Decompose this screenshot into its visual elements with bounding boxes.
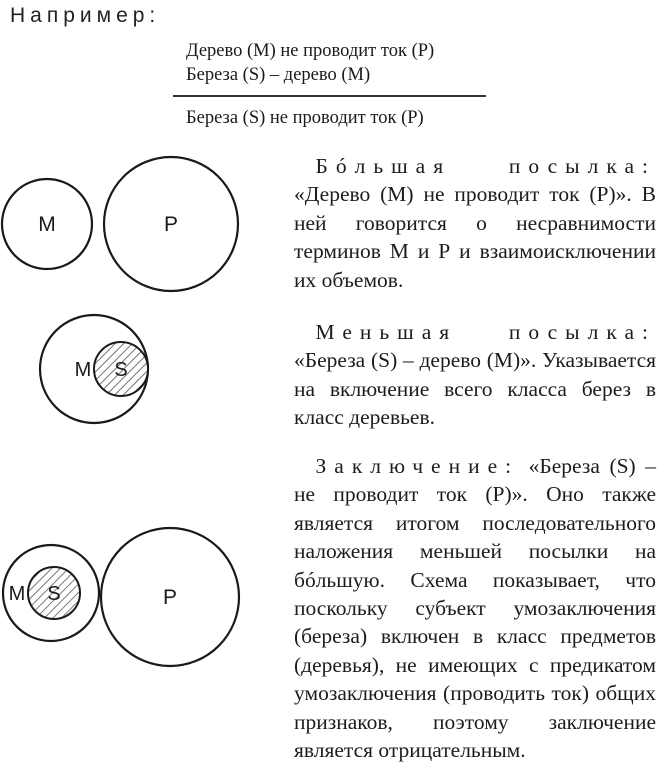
minor-premise-paragraph — [294, 318, 656, 432]
label-m: M — [8, 583, 26, 605]
example-heading: Например: — [10, 4, 161, 27]
major-premise-paragraph — [294, 152, 656, 294]
label-p: P — [162, 586, 178, 609]
conclusion-text: «Береза (S) – не проводит ток (Р)». Оно также является итогом последовательного наложения меньшей посылки на бóльшую. Схема показывает, что поскольку субъект умозаключения (береза) включен в класс предметов (деревья), не имеющих с предикатом умозаключения (проводить ток) общих признаков, поэтому заключение является отрицательным. — [294, 454, 657, 763]
label-m: M — [74, 359, 92, 381]
minor-premise-diagram — [40, 315, 148, 423]
conclusion-term: Заключение: — [315, 454, 520, 478]
minor-premise-text: «Береза (S) – дерево (М)». Указывается на включение всего класса берез в класс деревьев. — [294, 348, 656, 430]
label-p: P — [163, 213, 179, 236]
major-premise-diagram — [2, 157, 238, 291]
minor-premise-line: Береза (S) – дерево (М) — [186, 65, 371, 85]
conclusion-line: Береза (S) не проводит ток (Р) — [186, 108, 424, 128]
major-premise-line: Дерево (М) не проводит ток (Р) — [186, 41, 435, 61]
conclusion-diagram — [3, 528, 239, 666]
major-premise-term: Бóльшая посылка: — [315, 154, 656, 178]
minor-premise-term: Меньшая посылка: — [315, 320, 656, 344]
label-m: M — [38, 213, 56, 236]
label-s: S — [47, 583, 61, 605]
conclusion-paragraph — [294, 452, 656, 764]
major-premise-text: «Дерево (М) не проводит ток (Р)». В ней говорится о несравнимости терминов М и Р и взаимоисключении их объемов. — [294, 182, 656, 292]
euler-diagrams — [0, 0, 290, 750]
label-s: S — [114, 359, 128, 381]
